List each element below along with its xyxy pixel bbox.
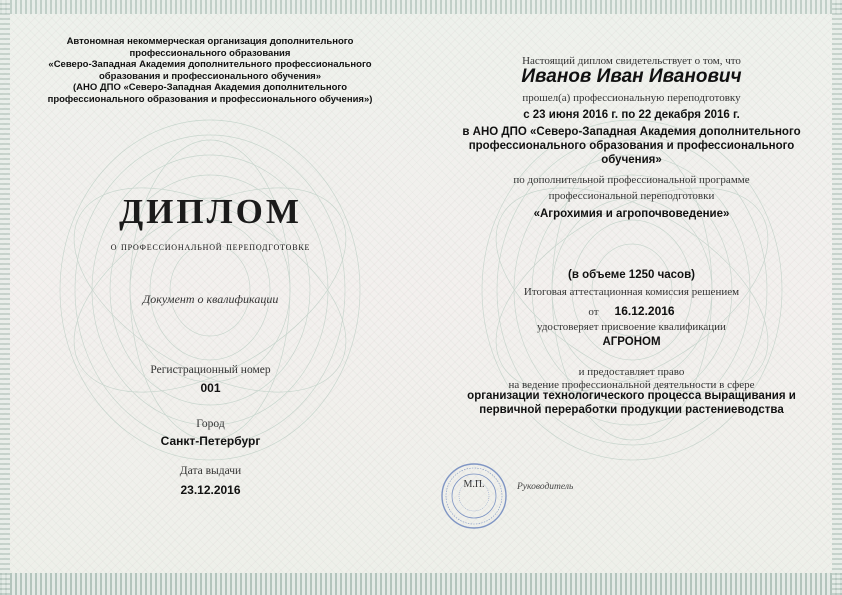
passed-text: прошел(а) профессиональную переподготовку [522, 92, 741, 104]
city-value: Санкт-Петербург [160, 434, 261, 448]
training-org-line: в АНО ДПО «Северо-Западная Академия дополнительного [462, 126, 801, 138]
hours-volume: (в объеме 1250 часов) [568, 269, 695, 281]
program-intro [421, 172, 842, 204]
activity-line: первичной переработки продукции растениеводства [479, 404, 784, 416]
decision-date: 16.12.2016 [614, 304, 675, 318]
issuer-line: Автономная некоммерческая организация дополнительного [66, 36, 354, 47]
commission-text [421, 286, 842, 298]
issuer-line: образования и профессионального обучения» [98, 70, 322, 82]
guilloche-border-top [0, 0, 842, 14]
issuer-line: «Северо-Западная Академия дополнительного профессионального [48, 59, 372, 71]
registration-number: 001 [200, 381, 221, 395]
program-intro-line: профессиональной переподготовки [548, 190, 715, 202]
activity-intro: на ведение профессиональной деятельности в сфере [508, 379, 755, 391]
holder-name: Иванов Иван Иванович [521, 66, 742, 87]
decision-date-row [421, 302, 842, 320]
diploma-subtitle: о профессиональной переподготовке [110, 241, 311, 253]
training-org-line: профессионального образования и профессионального [468, 140, 795, 152]
issuer-organization [20, 36, 400, 106]
signer-label: Руководитель [517, 482, 574, 492]
city-label: Город [196, 418, 225, 430]
registration-label: Регистрационный номер [150, 364, 271, 376]
decision-from-label: от [588, 306, 599, 318]
issuer-line: профессионального образования [129, 47, 291, 59]
intro-text: Настоящий диплом свидетельствует о том, что [522, 55, 741, 67]
issuer-line: (АНО ДПО «Северо-Западная Академия дополнительного [72, 82, 348, 94]
certifies-text: удостоверяет присвоение квалификации [537, 321, 726, 333]
activity-field [421, 389, 842, 417]
guilloche-border-bottom [0, 573, 842, 595]
issue-date-label: Дата выдачи [179, 465, 242, 477]
qualification-value: АГРОНОМ [602, 336, 661, 348]
training-organization [421, 125, 842, 167]
training-org-line: обучения» [601, 154, 662, 166]
commission-line: Итоговая аттестационная комиссия решением [523, 286, 740, 298]
document-type: Документ о квалификации [142, 292, 279, 306]
issue-date-value: 23.12.2016 [180, 483, 241, 497]
issuer-line: профессионального образования и профессионального обучения») [47, 93, 373, 105]
grants-text: и предоставляет право [578, 366, 685, 378]
activity-line: организации технологического процесса выращивания и [467, 390, 796, 402]
program-intro-line: по дополнительной профессиональной программе [513, 174, 750, 186]
diploma-title: ДИПЛОМ [119, 192, 302, 231]
stamp-label: М.П. [463, 479, 485, 490]
program-name: «Агрохимия и агропочвоведение» [533, 208, 730, 220]
official-seal-icon [440, 462, 508, 530]
training-period: с 23 июня 2016 г. по 22 декабря 2016 г. [523, 109, 740, 121]
